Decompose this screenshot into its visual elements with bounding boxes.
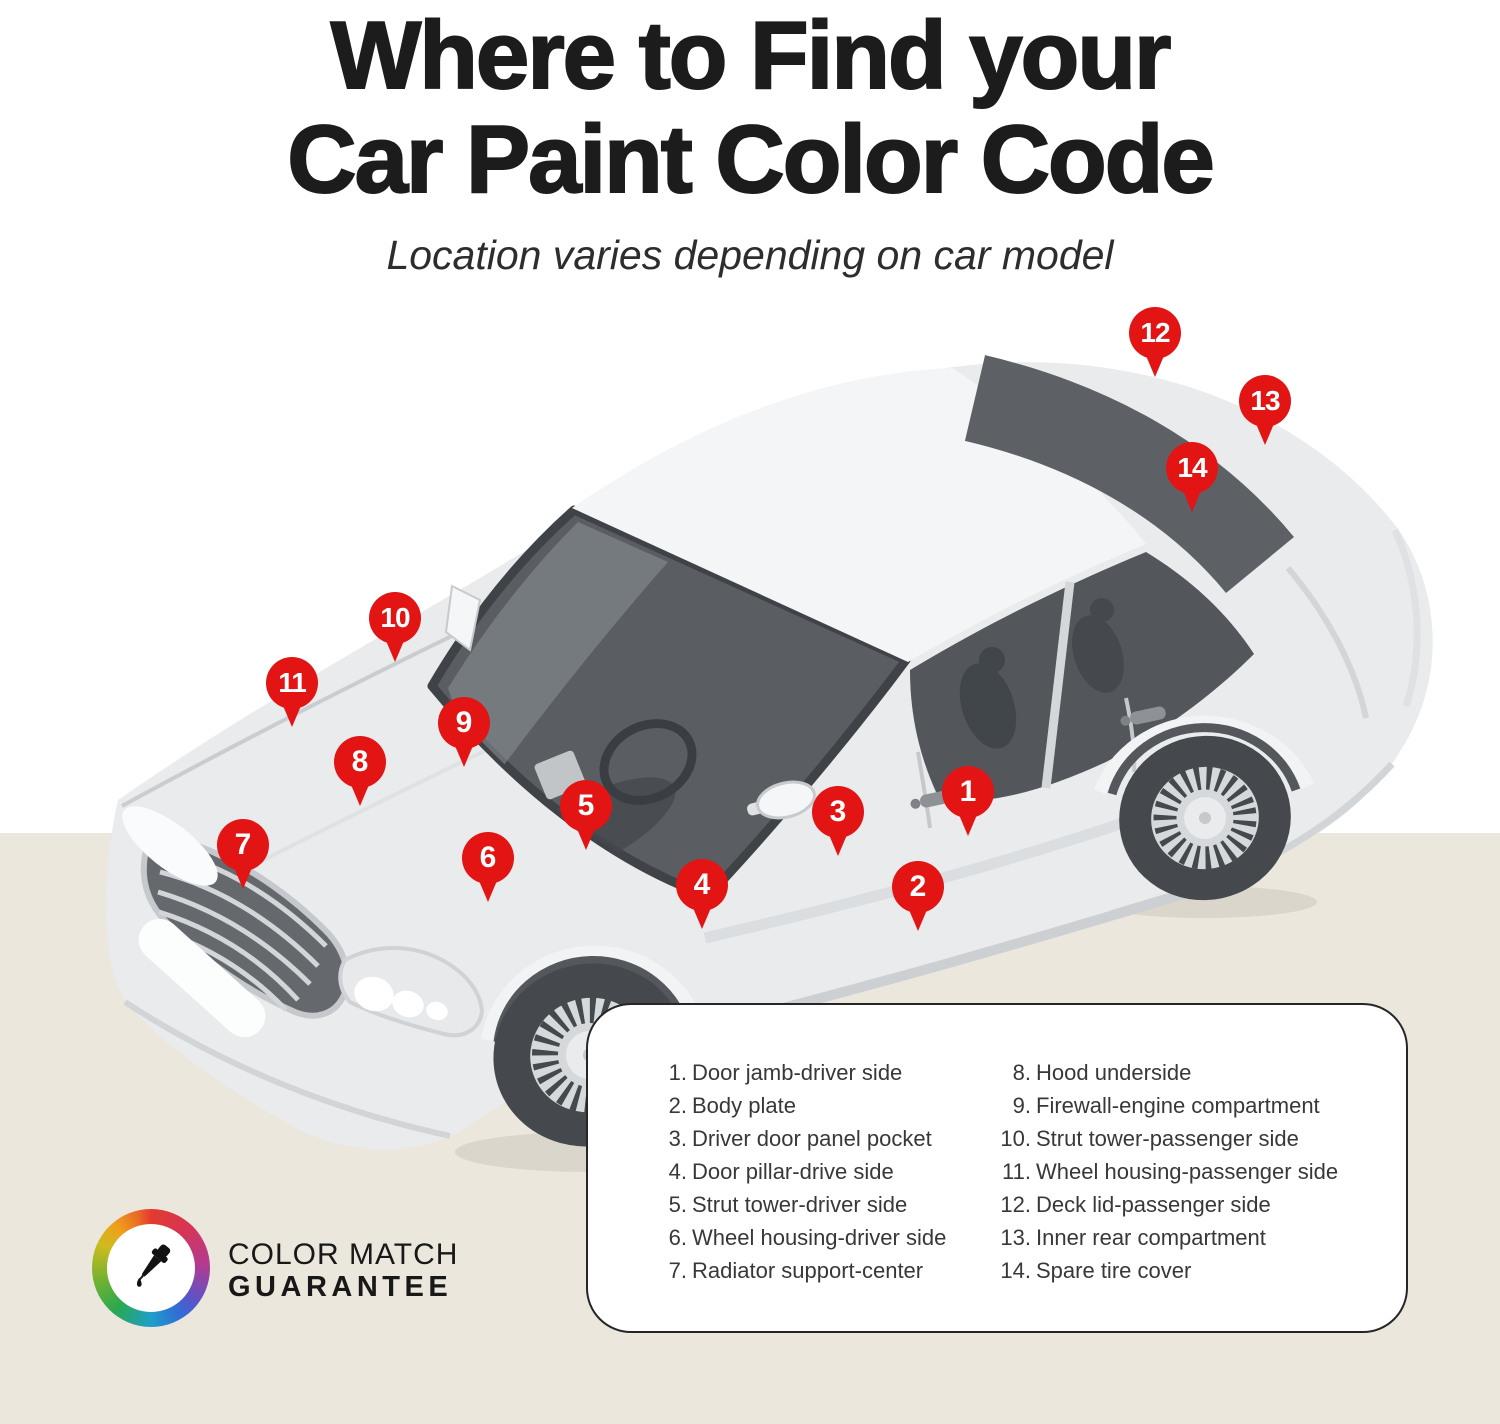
- legend-item-number: 7.: [668, 1258, 687, 1283]
- legend-item-9: [971, 1089, 1338, 1122]
- location-pin-8: [334, 736, 386, 788]
- pin-number: 12: [1140, 317, 1170, 348]
- legend-item-8: [971, 1056, 1338, 1089]
- badge-line-2: GUARANTEE: [228, 1271, 453, 1303]
- legend-item-7: [635, 1254, 971, 1287]
- legend-column-1: [635, 1056, 971, 1331]
- legend-item-6: [635, 1221, 971, 1254]
- subtitle: Location varies depending on car model: [386, 232, 1114, 278]
- title-line-1: Where to Find your: [330, 2, 1170, 109]
- legend-item-label: Hood underside: [1036, 1060, 1192, 1085]
- legend-item-5: [635, 1188, 971, 1221]
- legend-item-10: [971, 1122, 1338, 1155]
- legend-item-label: Driver door panel pocket: [692, 1126, 932, 1151]
- legend-item-4: [635, 1155, 971, 1188]
- legend-item-label: Body plate: [692, 1093, 796, 1118]
- legend-item-number: 10.: [1000, 1126, 1031, 1151]
- location-pin-2: [892, 861, 944, 913]
- pin-number: 10: [380, 602, 410, 633]
- location-pin-13: [1239, 375, 1291, 427]
- legend-item-number: 4.: [668, 1159, 687, 1184]
- location-pin-4: [676, 859, 728, 911]
- legend-item-number: 12.: [1000, 1192, 1031, 1217]
- legend-item-number: 6.: [668, 1225, 687, 1250]
- legend-item-label: Wheel housing-passenger side: [1036, 1159, 1339, 1184]
- location-pin-1: [942, 766, 994, 818]
- legend-panel: [586, 1003, 1408, 1333]
- color-wheel-icon: [92, 1209, 210, 1327]
- location-pin-12: [1129, 307, 1181, 359]
- badge-inner-circle: [107, 1224, 195, 1312]
- legend-item-label: Spare tire cover: [1036, 1258, 1192, 1283]
- legend-item-12: [971, 1188, 1338, 1221]
- legend-item-number: 11.: [1002, 1159, 1031, 1184]
- eyedropper-icon: [121, 1238, 181, 1298]
- pin-number: 13: [1250, 385, 1280, 416]
- legend-item-1: [635, 1056, 971, 1089]
- pin-number: 5: [577, 789, 595, 822]
- location-pin-10: [369, 592, 421, 644]
- badge-line-1: COLOR MATCH: [228, 1238, 459, 1271]
- pin-number: 8: [351, 745, 369, 778]
- legend-item-number: 1.: [668, 1060, 687, 1085]
- legend-item-2: [635, 1089, 971, 1122]
- legend-item-13: [971, 1221, 1338, 1254]
- legend-column-2: [971, 1056, 1338, 1331]
- legend-item-label: Door pillar-drive side: [692, 1159, 894, 1184]
- legend-item-label: Firewall-engine compartment: [1036, 1093, 1320, 1118]
- location-pin-11: [266, 657, 318, 709]
- header: [0, 0, 1500, 279]
- legend-item-label: Radiator support-center: [692, 1258, 924, 1283]
- page-title: [0, 4, 1500, 212]
- pin-number: 2: [909, 870, 927, 903]
- legend-item-number: 3.: [668, 1126, 687, 1151]
- pin-number: 4: [693, 868, 711, 901]
- legend-item-number: 5.: [668, 1192, 687, 1217]
- legend-item-11: [971, 1155, 1338, 1188]
- pin-number: 1: [959, 775, 977, 808]
- legend-item-label: Strut tower-passenger side: [1036, 1126, 1299, 1151]
- title-line-2: Car Paint Color Code: [287, 106, 1213, 213]
- location-pin-9: [438, 697, 490, 749]
- pin-number: 9: [455, 706, 473, 739]
- pin-number: 11: [278, 667, 306, 698]
- pin-number: 7: [234, 828, 252, 861]
- legend-item-label: Strut tower-driver side: [692, 1192, 908, 1217]
- legend-item-label: Wheel housing-driver side: [692, 1225, 947, 1250]
- legend-item-number: 2.: [668, 1093, 687, 1118]
- legend-item-3: [635, 1122, 971, 1155]
- location-pin-6: [462, 832, 514, 884]
- pin-number: 3: [829, 795, 847, 828]
- legend-item-14: [971, 1254, 1338, 1287]
- legend-item-number: 14.: [1000, 1258, 1031, 1283]
- legend-item-number: 8.: [1012, 1060, 1031, 1085]
- location-pin-5: [560, 780, 612, 832]
- legend-item-label: Deck lid-passenger side: [1036, 1192, 1271, 1217]
- legend-item-label: Door jamb-driver side: [692, 1060, 903, 1085]
- location-pin-3: [812, 786, 864, 838]
- legend-item-label: Inner rear compartment: [1036, 1225, 1266, 1250]
- pin-number: 14: [1177, 452, 1207, 483]
- pin-number: 6: [479, 841, 497, 874]
- location-pin-14: [1166, 442, 1218, 494]
- legend-item-number: 9.: [1012, 1093, 1031, 1118]
- location-pin-7: [217, 819, 269, 871]
- legend-item-number: 13.: [1000, 1225, 1031, 1250]
